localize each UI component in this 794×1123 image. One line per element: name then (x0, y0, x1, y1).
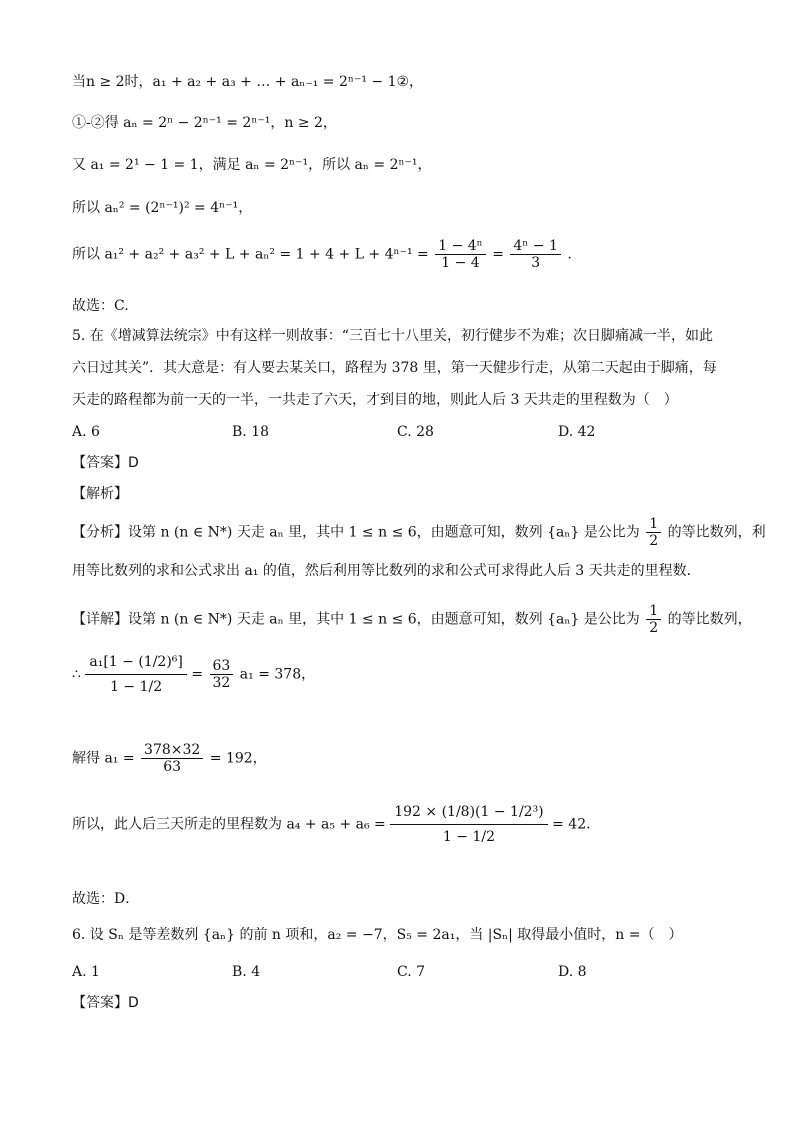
solve-result: = 192， (209, 750, 267, 767)
select-c: 故选：C. (72, 298, 129, 314)
question-5-line-1: 5. 在《增减算法统宗》中有这样一则故事：“三百七十八里关，初行健步不为难；次日脚痛减一半，如此 (72, 328, 713, 344)
equals-sign: = (492, 246, 504, 263)
q5-option-d: D. 42 (558, 424, 596, 440)
answer-6: 【答案】D (72, 995, 139, 1011)
solve-text: 解得 a₁ = (72, 750, 135, 767)
fraction-378-denominator: 63 (163, 759, 182, 775)
solution-line-3: 又 a₁ = 2¹ − 1 = 1，满足 aₙ = 2ⁿ⁻¹，所以 aₙ = 2ⁿ⁻¹， (72, 157, 432, 173)
half-fraction-2 (646, 603, 661, 636)
q6-option-d: D. 8 (558, 964, 587, 980)
fraction-1-numerator: 1 − 4ⁿ (435, 238, 486, 255)
fraction-2 (510, 238, 561, 271)
fraction-63: 63 (210, 658, 234, 675)
solution-line-4: 所以 aₙ² = (2ⁿ⁻¹)² = 4ⁿ⁻¹， (72, 200, 253, 216)
analysis-heading: 【解析】 (72, 486, 128, 502)
fraction-1 (435, 238, 486, 271)
equals-2: = (191, 666, 204, 683)
solution-line-5 (72, 238, 572, 271)
fraction-2-numerator: 4ⁿ − 1 (510, 238, 561, 255)
half-fraction (646, 516, 661, 549)
half-numerator-2: 1 (646, 603, 661, 620)
detail-text: 【详解】设第 n (n ∈ N*) 天走 aₙ 里，其中 1 ≤ n ≤ 6，由题意可知，数列 {aₙ} 是公比为 (72, 611, 640, 628)
fraction-378-numerator: 378×32 (141, 742, 203, 759)
analysis-line-1 (72, 516, 766, 549)
last-three-days-text: 所以，此人后三天所走的里程数为 a₄ + a₅ + a₆ = (72, 816, 386, 833)
fraction-378 (141, 742, 203, 775)
big-fraction-2-numerator: 192 × (1/8)(1 − 1/2³) (390, 800, 547, 825)
q6-option-a: A. 1 (72, 964, 100, 980)
analysis-text: 【分析】设第 n (n ∈ N*) 天走 aₙ 里，其中 1 ≤ n ≤ 6，由题意可知，数列 {aₙ} 是公比为 (72, 524, 640, 541)
solution-line-1: 当n ≥ 2时，a₁ + a₂ + a₃ + … + aₙ₋₁ = 2ⁿ⁻¹ − 1②， (72, 74, 424, 90)
therefore-sign: ∴ (72, 666, 81, 683)
q6-option-c: C. 7 (397, 964, 426, 980)
fraction-2-denominator: 3 (531, 255, 541, 271)
q5-option-c: C. 28 (397, 424, 434, 440)
answer-5: 【答案】D (72, 455, 139, 471)
select-d: 故选：D． (72, 891, 140, 907)
analysis-line-2: 用等比数列的求和公式求出 a₁ 的值，然后利用等比数列的求和公式可求得此人后 3 天共走的里程数． (72, 563, 701, 579)
detail-text-end: 的等比数列， (667, 611, 752, 628)
detail-equation-2 (72, 742, 267, 775)
fraction-32: 32 (212, 675, 231, 691)
big-fraction-2 (390, 800, 547, 849)
half-denominator: 2 (649, 533, 659, 549)
q5-option-b: B. 18 (232, 424, 270, 440)
big-fraction-1-denominator: 1 − 1/2 (110, 679, 163, 695)
half-numerator: 1 (646, 516, 661, 533)
fraction-63-32 (210, 658, 234, 691)
analysis-text-end: 的等比数列，利 (667, 524, 766, 541)
period: . (567, 246, 572, 263)
q5-option-a: A. 6 (72, 424, 100, 440)
half-denominator-2: 2 (649, 620, 659, 636)
big-fraction-1-numerator: a₁[1 − (1/2)⁶] (85, 650, 187, 675)
detail-equation-1-end: a₁ = 378， (239, 666, 316, 683)
question-5-line-3: 天走的路程都为前一天的一半，一共走了六天，才到目的地，则此人后 3 天共走的里程数为（ ） (72, 392, 678, 408)
detail-equation-3 (72, 800, 600, 849)
question-6: 6. 设 Sₙ 是等差数列 {aₙ} 的前 n 项和，a₂ = −7，S₅ = 2a₁，当 |Sₙ| 取得最小值时，n =（ ） (72, 927, 683, 943)
detail-equation-1 (72, 650, 315, 699)
fraction-1-denominator: 1 − 4 (441, 255, 480, 271)
big-fraction-1 (85, 650, 187, 699)
big-fraction-2-denominator: 1 − 1/2 (442, 829, 495, 845)
sum-expression: 所以 a₁² + a₂² + a₃² + L + aₙ² = 1 + 4 + L + 4ⁿ⁻¹ = (72, 246, 429, 263)
q6-option-b: B. 4 (232, 964, 261, 980)
solution-line-2: ①-②得 aₙ = 2ⁿ − 2ⁿ⁻¹ = 2ⁿ⁻¹，n ≥ 2， (72, 115, 337, 131)
detail-line-1 (72, 603, 752, 636)
question-5-line-2: 六日过其关”．其大意是：有人要去某关口，路程为 378 里，第一天健步行走，从第二天起由于脚痛，每 (72, 360, 717, 376)
result-42: = 42． (552, 816, 601, 833)
